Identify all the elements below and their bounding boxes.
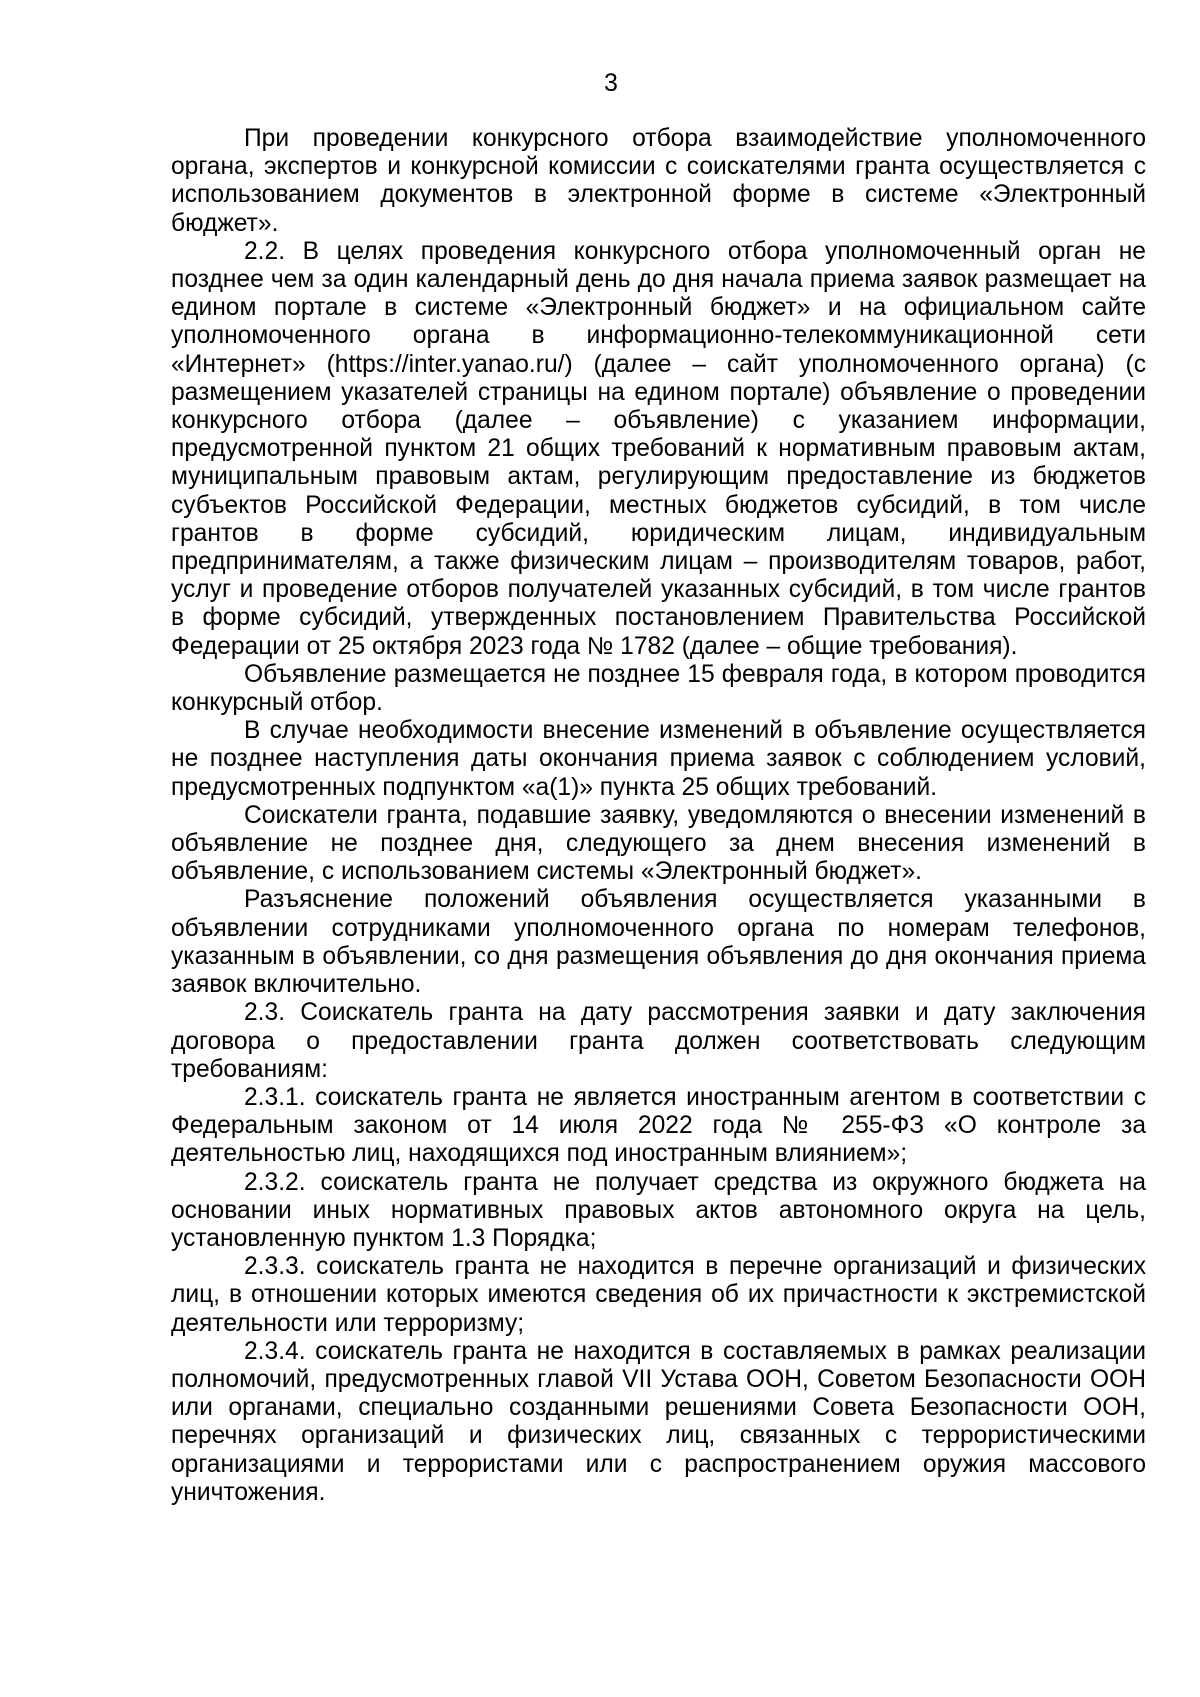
- paragraph-2-3-4: 2.3.4. соискатель гранта не находится в составляемых в рамках реализации полномочий, предусмотренных главой VII Устава ООН, Советом Безопасности ООН или органами, специально созданными решениями Совета Безопасности ООН, перечнях организаций и физических лиц, связанных с террористическими организациями и террористами или с распространением оружия массового уничтожения.: [171, 1337, 1146, 1506]
- document-body: [171, 125, 1146, 1507]
- paragraph-2-3-3: 2.3.3. соискатель гранта не находится в перечне организаций и физических лиц, в отношении которых имеются сведения об их причастности к экстремистской деятельности или терроризму;: [171, 1253, 1146, 1337]
- paragraph-2-3-1: 2.3.1. соискатель гранта не является иностранным агентом в соответствии с Федеральным законом от 14 июля 2022 года № 255-ФЗ «О контроле за деятельностью лиц, находящихся под иностранным влиянием»;: [171, 1083, 1146, 1168]
- paragraph-2-3: 2.3. Соискатель гранта на дату рассмотрения заявки и дату заключения договора о предоставлении гранта должен соответствовать следующим требованиям:: [171, 999, 1146, 1083]
- page-number: 3: [604, 69, 618, 97]
- paragraph-applicant-notification: Соискатели гранта, подавшие заявку, уведомляются о внесении изменений в объявление не позднее дня, следующего за днем внесения изменений в объявление, с использованием системы «Электронный бюджет».: [171, 801, 1146, 886]
- paragraph-2-2: 2.2. В целях проведения конкурсного отбора уполномоченный орган не позднее чем за один календарный день до дня начала приема заявок размещает на едином портале в системе «Электронный бюджет» и на официальном сайте уполномоченного органа в информационно-телекоммуникационной сети «Интернет» (https://inter.yanao.ru/) (далее – сайт уполномоченного органа) (с размещением указателей страницы на едином портале) объявление о проведении конкурсного отбора (далее – объявление) с указанием информации, предусмотренной пунктом 21 общих требований к нормативным правовым актам, муниципальным правовым актам, регулирующим предоставление из бюджетов субъектов Российской Федерации, местных бюджетов субсидий, в том числе грантов в форме субсидий, юридическим лицам, индивидуальным предпринимателям, а также физическим лицам – производителям товаров, работ, услуг и проведение отборов получателей указанных субсидий, в том числе грантов в форме субсидий, утвержденных постановлением Правительства Российской Федерации от 25 октября 2023 года № 1782 (далее – общие требования).: [171, 237, 1146, 660]
- paragraph-announcement-deadline: Объявление размещается не позднее 15 февраля года, в котором проводится конкурсный отбор.: [171, 660, 1146, 717]
- paragraph-clarification: Разъяснение положений объявления осуществляется указанными в объявлении сотрудниками уполномоченного органа по номерам телефонов, указанным в объявлении, со дня размещения объявления до дня окончания приема заявок включительно.: [171, 886, 1146, 999]
- paragraph-announcement-changes: В случае необходимости внесение изменений в объявление осуществляется не позднее наступления даты окончания приема заявок с соблюдением условий, предусмотренных подпунктом «а(1)» пункта 25 общих требований.: [171, 717, 1146, 801]
- paragraph-2-3-2: 2.3.2. соискатель гранта не получает средства из окружного бюджета на основании иных нормативных правовых актов автономного округа на цель, установленную пунктом 1.3 Порядка;: [171, 1168, 1146, 1252]
- paragraph-interaction-rules: При проведении конкурсного отбора взаимодействие уполномоченного органа, экспертов и конкурсной комиссии с соискателями гранта осуществляется с использованием документов в электронной форме в системе «Электронный бюджет».: [171, 125, 1146, 237]
